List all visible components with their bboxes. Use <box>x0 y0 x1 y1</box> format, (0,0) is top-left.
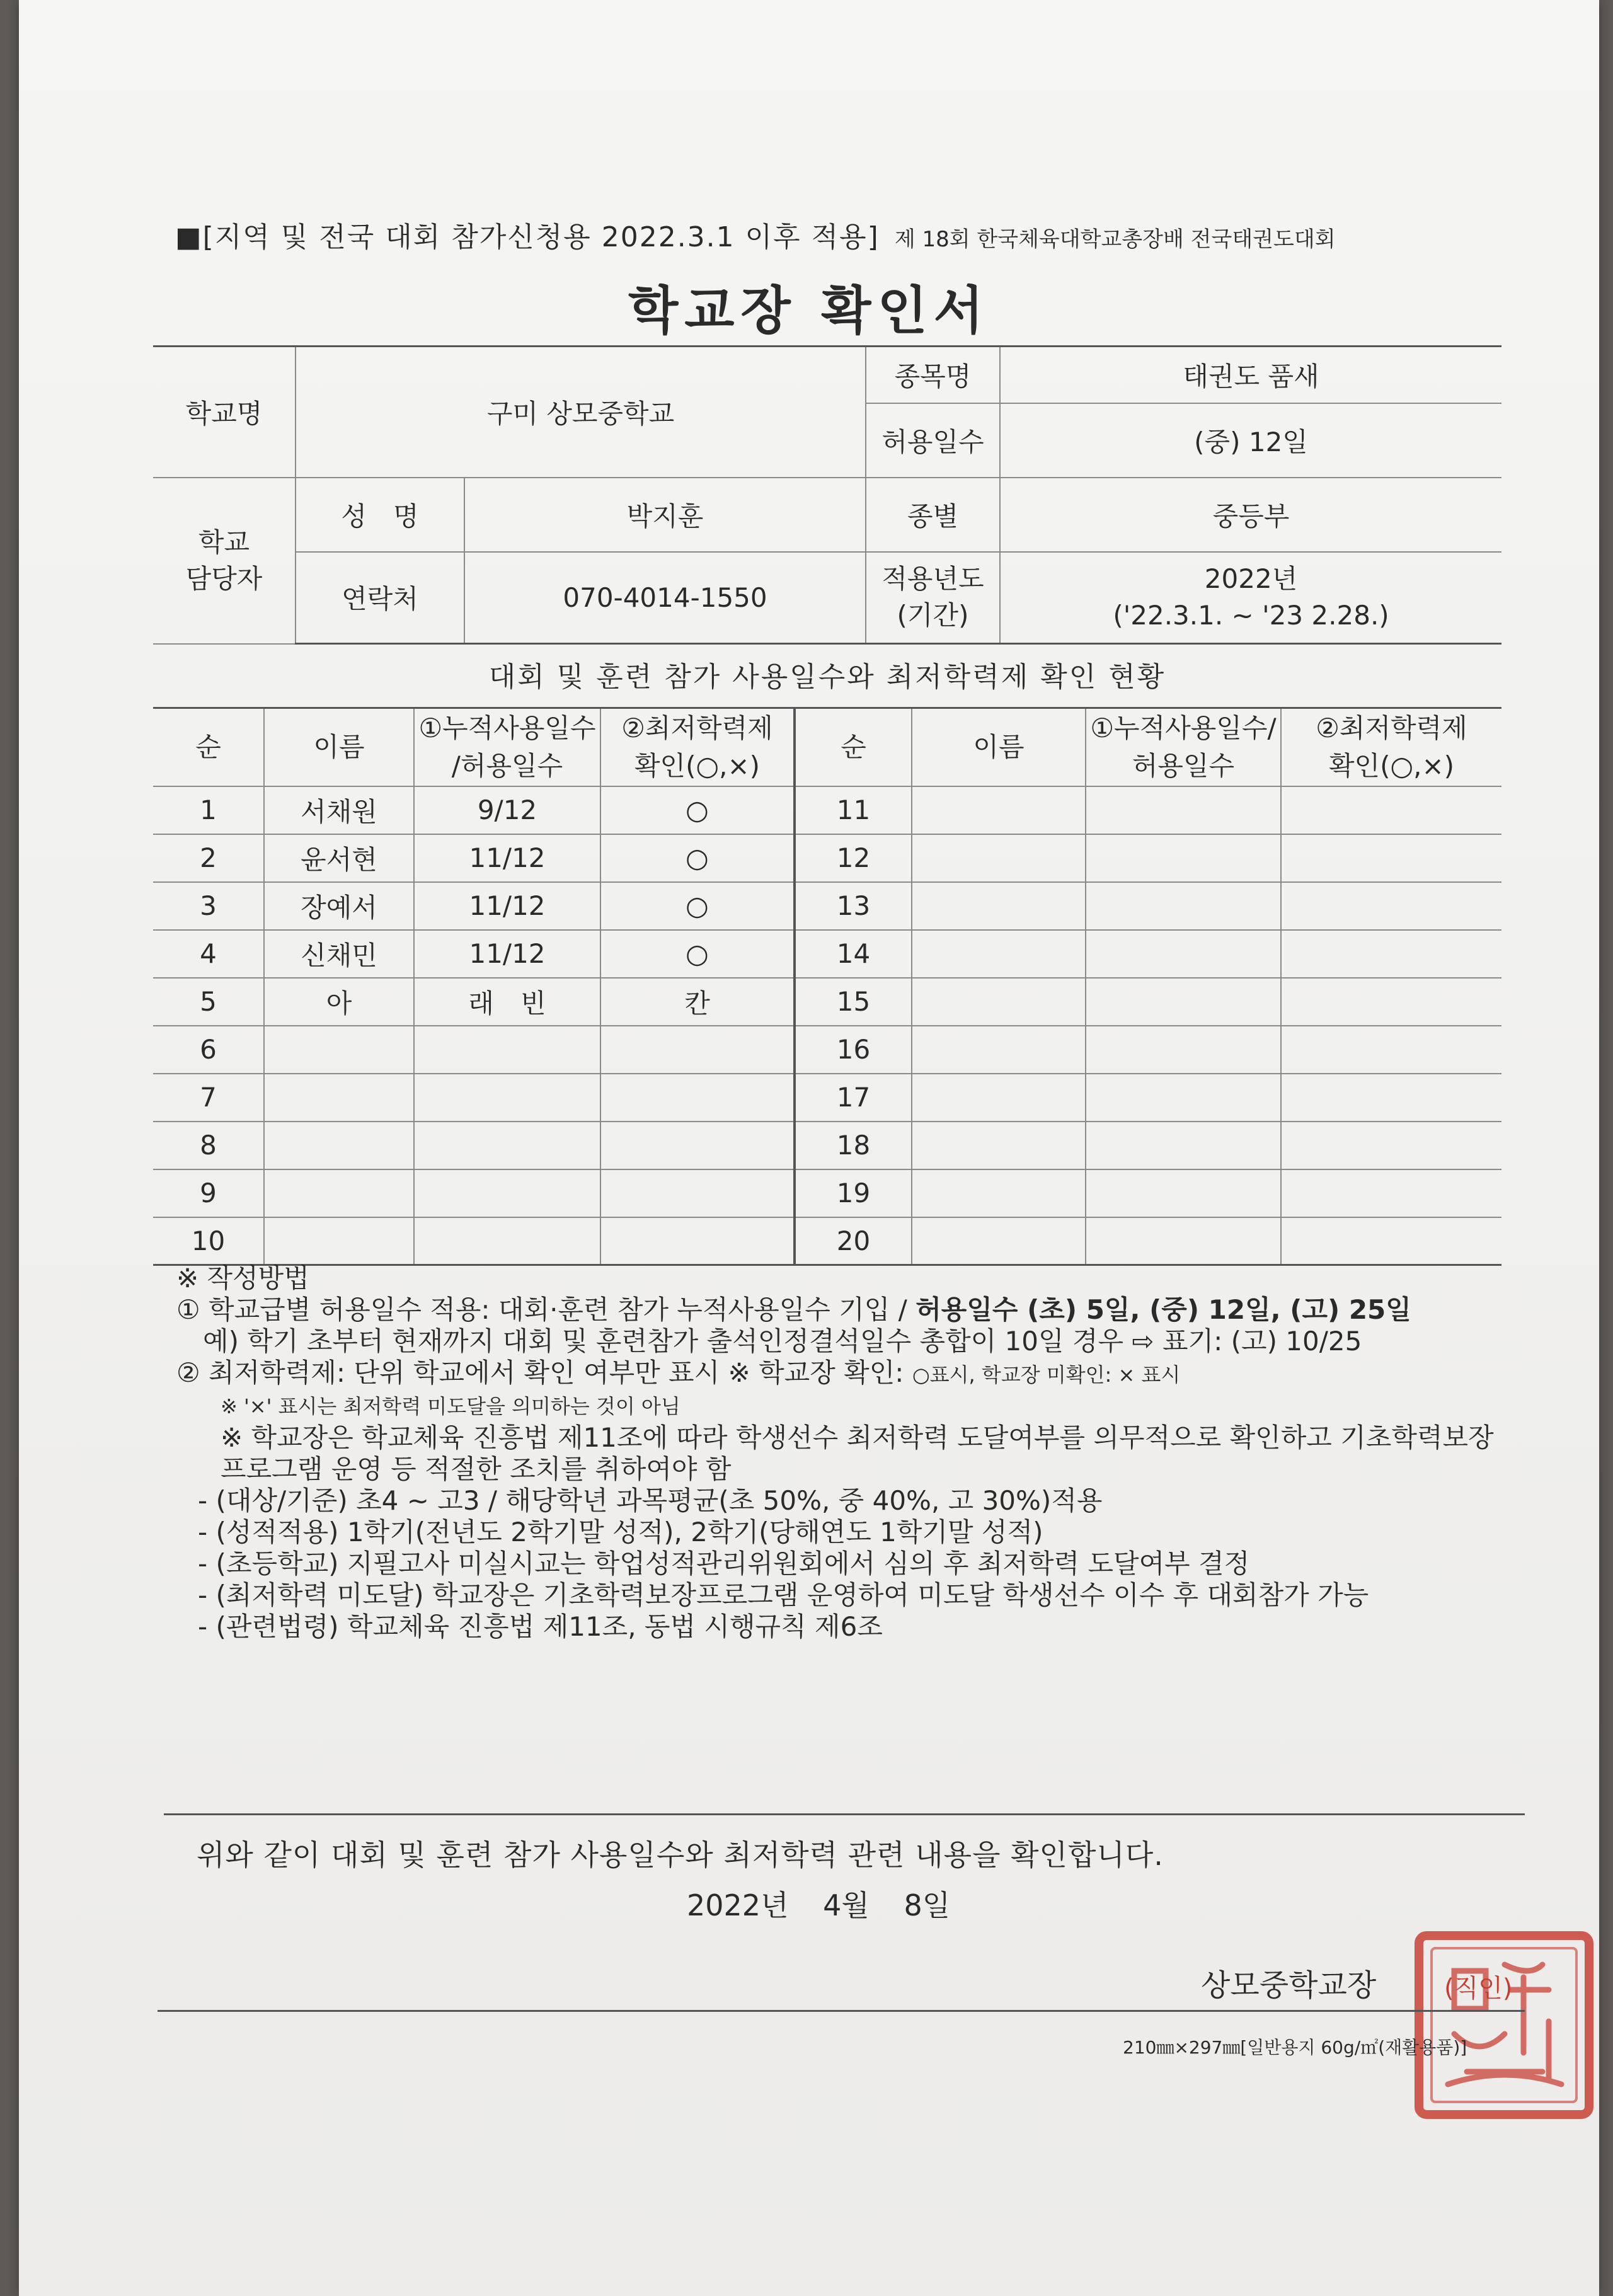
period-label-line-2: (기간) <box>897 600 969 631</box>
table-row <box>153 1026 1501 1074</box>
header-check-line-2: 확인(○,×) <box>634 750 761 781</box>
row-check: ○ <box>600 786 795 834</box>
row-name <box>264 1122 414 1169</box>
row-days-right <box>1086 930 1281 978</box>
table-row <box>153 786 1501 834</box>
header-check-line-1: ②최저학력제 <box>621 712 773 743</box>
row-no-right: 19 <box>795 1169 912 1217</box>
header-days-line-1: ①누적사용일수 <box>418 712 596 743</box>
table-row <box>153 930 1501 978</box>
seal-label: (직인) <box>1444 1974 1513 2003</box>
row-days: 9/12 <box>414 786 600 834</box>
official-seal-stamp <box>1410 1927 1598 2123</box>
row-name <box>264 1026 414 1074</box>
row-check: ○ <box>600 834 795 882</box>
roster-table <box>153 707 1501 1266</box>
contact-value: 070-4014-1550 <box>464 552 866 644</box>
row-days-right <box>1086 1217 1281 1265</box>
period-value-line-2: ('22.3.1. ~ '23 2.28.) <box>1113 600 1389 631</box>
contact-label: 연락처 <box>296 552 464 644</box>
row-no: 3 <box>153 882 264 930</box>
header-days-right-line-2: 허용일수 <box>1132 750 1235 781</box>
period-label <box>866 552 1000 644</box>
row-no: 10 <box>153 1217 264 1265</box>
name-label: 성 명 <box>296 478 464 552</box>
row-days-right <box>1086 1122 1281 1169</box>
allowed-days-value: (중) 12일 <box>1000 403 1501 478</box>
criteria-laws: - (관련법령) 학교체육 진흥법 제11조, 동법 시행규칙 제6조 <box>198 1611 883 1642</box>
row-days: 래 빈 <box>414 978 600 1026</box>
form-usage-tag: ■[지역 및 전국 대회 참가신청용 2022.3.1 이후 적용] <box>175 221 880 253</box>
header-name: 이름 <box>264 708 414 786</box>
row-name <box>264 1169 414 1217</box>
row-no-right: 12 <box>795 834 912 882</box>
header-days-right-line-1: ①누적사용일수/ <box>1090 712 1277 743</box>
division-value: 중등부 <box>1000 478 1501 552</box>
criteria-elementary: - (초등학교) 지필고사 미실시교는 학업성적관리위원회에서 심의 후 최저학력 도달여부 결정 <box>198 1548 1250 1579</box>
criteria-target: - (대상/기준) 초4 ~ 고3 / 해당학년 과목평균(초 50%, 중 40%, 고 30%)적용 <box>198 1485 1103 1516</box>
header-days <box>414 708 600 786</box>
instruction-2 <box>176 1357 1512 1391</box>
row-name: 윤서현 <box>264 834 414 882</box>
row-name <box>264 1217 414 1265</box>
row-check-right <box>1281 1122 1501 1169</box>
row-days: 11/12 <box>414 834 600 882</box>
header-no: 순 <box>153 708 264 786</box>
row-name-right <box>912 1217 1086 1265</box>
row-days <box>414 1169 600 1217</box>
row-name-right <box>912 882 1086 930</box>
instruction-2-note: ※ '×' 표시는 최저학력 미도달을 의미하는 것이 아님 <box>221 1394 680 1418</box>
row-no: 2 <box>153 834 264 882</box>
row-no: 7 <box>153 1074 264 1122</box>
row-name-right <box>912 1074 1086 1122</box>
row-check-right <box>1281 1169 1501 1217</box>
header-check <box>600 708 795 786</box>
instruction-1 <box>176 1294 1512 1326</box>
manager-label-line-1: 학교 <box>198 526 250 558</box>
row-check: ○ <box>600 882 795 930</box>
row-check-right <box>1281 882 1501 930</box>
row-name: 장예서 <box>264 882 414 930</box>
document-page <box>19 0 1599 2296</box>
header-check-right <box>1281 708 1501 786</box>
row-check-right <box>1281 1217 1501 1265</box>
row-days-right <box>1086 1169 1281 1217</box>
row-check: ○ <box>600 930 795 978</box>
confirmation-statement: 위와 같이 대회 및 훈련 참가 사용일수와 최저학력 관련 내용을 확인합니다. <box>197 1838 1164 1872</box>
row-check-right <box>1281 930 1501 978</box>
roster-body <box>153 786 1501 1265</box>
instruction-2-text: ② 최저학력제: 단위 학교에서 확인 여부만 표시 ※ 학교장 확인: <box>176 1357 912 1388</box>
row-days: 11/12 <box>414 882 600 930</box>
row-no-right: 14 <box>795 930 912 978</box>
allowed-days-label: 허용일수 <box>866 403 1000 478</box>
header-check-right-line-1: ②최저학력제 <box>1316 712 1467 743</box>
instructions-heading: ※ 작성방법 <box>176 1263 309 1294</box>
row-check <box>600 1074 795 1122</box>
event-label: 종목명 <box>866 347 1000 403</box>
header-no-right: 순 <box>795 708 912 786</box>
row-no-right: 17 <box>795 1074 912 1122</box>
row-check-right <box>1281 978 1501 1026</box>
row-no: 6 <box>153 1026 264 1074</box>
row-days <box>414 1026 600 1074</box>
row-name <box>264 1074 414 1122</box>
row-name: 서채원 <box>264 786 414 834</box>
event-value: 태권도 품새 <box>1000 347 1501 403</box>
header-name-right: 이름 <box>912 708 1086 786</box>
row-no-right: 11 <box>795 786 912 834</box>
roster-section-title: 대회 및 훈련 참가 사용일수와 최저학력제 확인 현황 <box>488 661 1166 693</box>
header-check-right-line-2: 확인(○,×) <box>1328 750 1455 781</box>
row-days <box>414 1217 600 1265</box>
instructions <box>176 1263 1512 1643</box>
row-name-right <box>912 834 1086 882</box>
row-no-right: 18 <box>795 1122 912 1169</box>
principal-title: 상모중학교장 <box>1201 1968 1377 2003</box>
row-name: 신채민 <box>264 930 414 978</box>
period-value-line-1: 2022년 <box>1204 563 1298 595</box>
row-no: 1 <box>153 786 264 834</box>
row-no-right: 15 <box>795 978 912 1026</box>
period-label-line-1: 적용년도 <box>881 563 984 595</box>
row-no: 9 <box>153 1169 264 1217</box>
row-no: 8 <box>153 1122 264 1169</box>
instruction-2-marking: ○표시, 학교장 미확인: × 표시 <box>912 1363 1181 1387</box>
manager-label-line-2: 담당자 <box>185 563 263 594</box>
table-row <box>153 882 1501 930</box>
table-row <box>153 834 1501 882</box>
row-days: 11/12 <box>414 930 600 978</box>
row-no: 4 <box>153 930 264 978</box>
school-value: 구미 상모중학교 <box>296 347 866 478</box>
header-days-line-2: /허용일수 <box>451 750 563 781</box>
table-row <box>153 978 1501 1026</box>
row-check: 칸 <box>600 978 795 1026</box>
row-check <box>600 1217 795 1265</box>
criteria-below-minimum: - (최저학력 미도달) 학교장은 기초학력보장프로그램 운영하여 미도달 학생선수 이수 후 대회참가 가능 <box>198 1580 1369 1610</box>
row-days-right <box>1086 786 1281 834</box>
instruction-1-text: ① 학교급별 허용일수 적용: 대회·훈련 참가 누적사용일수 기입 / <box>176 1294 916 1325</box>
row-days-right <box>1086 978 1281 1026</box>
criteria-grades: - (성적적용) 1학기(전년도 2학기말 성적), 2학기(당해연도 1학기말 성적) <box>198 1517 1043 1547</box>
notes-divider <box>164 1813 1525 1815</box>
roster-header-row <box>153 708 1501 786</box>
row-check-right <box>1281 1074 1501 1122</box>
row-days <box>414 1122 600 1169</box>
row-check-right <box>1281 834 1501 882</box>
row-no: 5 <box>153 978 264 1026</box>
row-name-right <box>912 1122 1086 1169</box>
name-value: 박지훈 <box>464 478 866 552</box>
division-label: 종별 <box>866 478 1000 552</box>
row-check-right <box>1281 1026 1501 1074</box>
school-label: 학교명 <box>153 347 296 478</box>
instruction-1-allowed-days: 허용일수 (초) 5일, (중) 12일, (고) 25일 <box>916 1294 1411 1325</box>
manager-label <box>153 478 296 644</box>
row-days-right <box>1086 882 1281 930</box>
row-days <box>414 1074 600 1122</box>
row-no-right: 20 <box>795 1217 912 1265</box>
row-check-right <box>1281 786 1501 834</box>
row-days-right <box>1086 834 1281 882</box>
row-name-right <box>912 1169 1086 1217</box>
row-name-right <box>912 1026 1086 1074</box>
event-name: 제 18회 한국체육대학교총장배 전국태권도대회 <box>894 227 1336 252</box>
paper-specification: 210㎜×297㎜[일반용지 60g/㎡(재활용품)] <box>1123 2037 1467 2058</box>
table-row <box>153 1074 1501 1122</box>
row-name: 아 <box>264 978 414 1026</box>
row-name-right <box>912 786 1086 834</box>
row-no-right: 13 <box>795 882 912 930</box>
table-row <box>153 1122 1501 1169</box>
document-header <box>175 214 1517 252</box>
period-value <box>1000 552 1501 644</box>
instruction-1-example: 예) 학기 초부터 현재까지 대회 및 훈련참가 출석인정결석일수 총합이 10일 경우 ⇨ 표기: (고) 10/25 <box>176 1326 1362 1357</box>
table-row <box>153 1169 1501 1217</box>
instruction-3: ※ 학교장은 학교체육 진흥법 제11조에 따라 학생선수 최저학력 도달여부를 의무적으로 확인하고 기초학력보장프로그램 운영 등 적절한 조치를 취하여야 함 <box>221 1422 1494 1484</box>
confirmation-date: 2022년 4월 8일 <box>687 1888 951 1922</box>
row-days-right <box>1086 1074 1281 1122</box>
row-name-right <box>912 930 1086 978</box>
document-title: 학교장 확인서 <box>628 281 990 341</box>
footer-divider <box>158 2010 1525 2012</box>
row-name-right <box>912 978 1086 1026</box>
row-check <box>600 1026 795 1074</box>
school-info-table <box>153 345 1501 645</box>
row-check <box>600 1122 795 1169</box>
header-days-right <box>1086 708 1281 786</box>
row-check <box>600 1169 795 1217</box>
row-no-right: 16 <box>795 1026 912 1074</box>
row-days-right <box>1086 1026 1281 1074</box>
table-row <box>153 1217 1501 1265</box>
